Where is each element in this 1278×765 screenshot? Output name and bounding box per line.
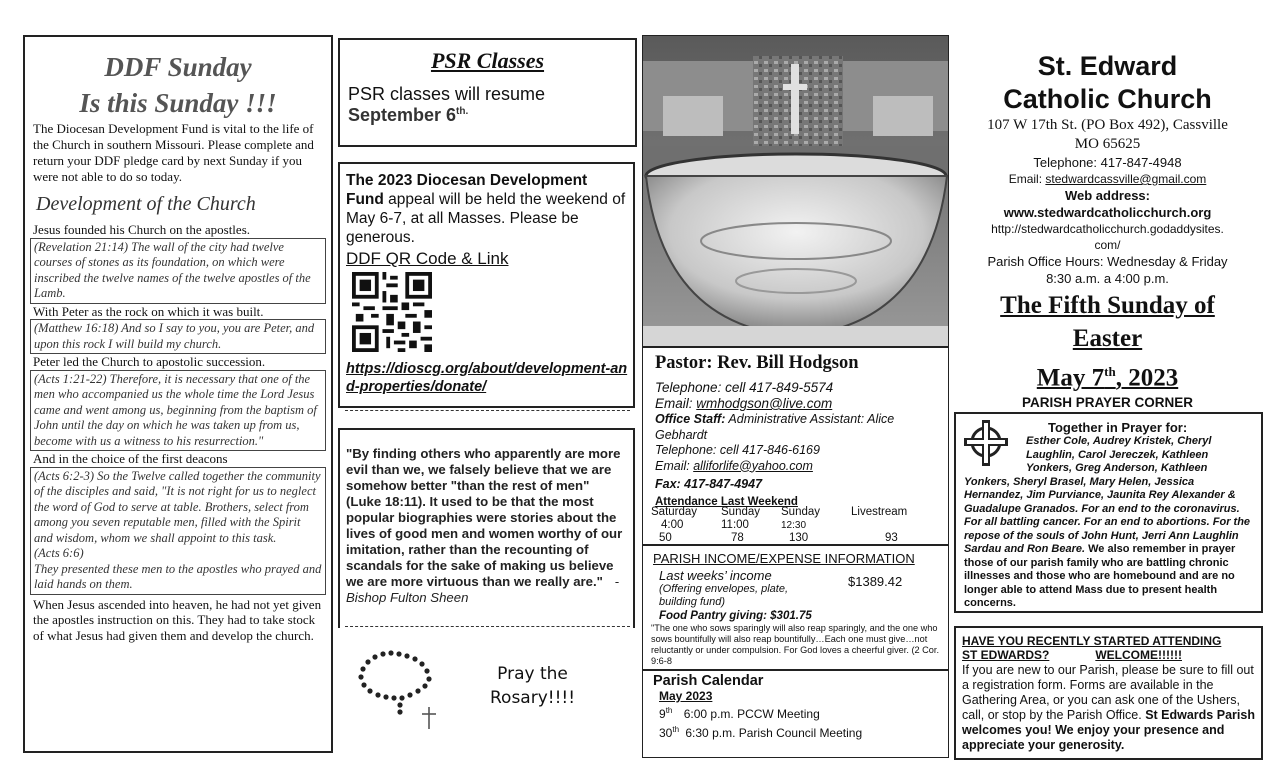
ddf-appeal-rest: appeal will be held the weekend of May 6-7, at all Masses. Please be generous.	[346, 191, 626, 246]
statement-5: When Jesus ascended into heaven, he had not yet given the apostles instruction on this. They had to take stock of what Jesus had given them and develop the church.	[33, 596, 322, 643]
office-staff-row	[655, 412, 948, 443]
church-email-label: Email:	[1008, 172, 1046, 186]
ddf-development-column	[23, 35, 333, 753]
income-title: PARISH INCOME/EXPENSE INFORMATION	[653, 551, 915, 566]
calendar-event	[659, 722, 948, 741]
income-amount: $1389.42	[848, 574, 903, 589]
church-name-line2: Catholic Church	[1003, 84, 1212, 114]
prayer-names-a: Esther Cole, Audrey Kristek, Cheryl Laughlin, Carol Jereczek, Kathleen Yonkers, Greg Anderson, Kathleen	[1026, 435, 1212, 474]
attendance-times-row	[651, 519, 941, 532]
pastor-info-box	[642, 347, 949, 545]
event-day: 9	[659, 707, 666, 721]
att-day: Livestream	[851, 506, 908, 518]
office-staff-name: Administrative Assistant: Alice Gebhardt	[655, 412, 895, 442]
sunday-title-1: The Fifth Sunday of	[1000, 292, 1215, 319]
sunday-date	[955, 355, 1260, 394]
pastor-email-row	[655, 396, 948, 412]
statement-3: Peter led the Church to apostolic succession.	[33, 354, 266, 369]
prayer-title: Together in Prayer for:	[1048, 420, 1188, 435]
office-hours-1: Parish Office Hours: Wednesday & Friday	[987, 254, 1228, 269]
welcome-heading-st: ST EDWARDS?	[962, 648, 1050, 662]
quote-4-part-b: (Acts 6:6)	[34, 546, 84, 560]
giving-verse: "The one who sows sparingly will also reap sparingly, and the one who sows bountifully will also reap bountifully…Each one must give…not reluctantly or under compulsion. For God loves a cheerful giver. (2 Cor. 9:6-8	[651, 623, 940, 666]
statement-2: With Peter as the rock on which it was built.	[33, 303, 264, 319]
calendar-title: Parish Calendar	[653, 673, 764, 689]
welcome-body: If you are new to our Parish, please be sure to fill out a registration form. Forms are available in the Gathering Area, or you can ask one of the Ushers, call, or stop by the Parish Office.	[962, 663, 1254, 722]
staff-email-row	[655, 459, 948, 475]
att-time	[851, 519, 931, 532]
scripture-quote-3: (Acts 1:21-22) Therefore, it is necessary that one of the men who accompanied us the whole time the Lord Jesus came and went among us, beginning from the baptism of John until the day on which he was taken up from us, become with us a witness to his resurrection."	[30, 370, 326, 452]
qr-code-icon[interactable]	[352, 272, 432, 352]
att-count: 50	[659, 532, 672, 544]
church-alt-website-1[interactable]: http://stedwardcatholicchurch.godaddysites.	[991, 222, 1224, 236]
welcome-bold: St Edwards Parish welcomes you! We enjoy your presence and appreciate your generosity.	[962, 708, 1255, 752]
income-sub2: building fund)	[659, 596, 726, 608]
fax-number: Fax: 417-847-4947	[655, 477, 763, 491]
event-day-sup: th	[672, 725, 680, 734]
statement-4: And in the choice of the first deacons	[33, 451, 228, 466]
event-text: 6:00 p.m. PCCW Meeting	[683, 707, 820, 721]
web-address-label: Web address:	[1064, 188, 1150, 203]
rosary-line1: Pray the	[497, 664, 568, 684]
church-address-1: 107 W 17th St. (PO Box 492), Cassville	[987, 117, 1228, 133]
staff-email-link[interactable]: alliforlife@yahoo.com	[693, 458, 813, 473]
scripture-quote-4	[30, 467, 326, 595]
ddf-description: The Diocesan Development Fund is vital to the life of the Church in southern Missouri. Please complete and return your DDF pledge card by next Sunday if you were not able to do so today.	[33, 121, 314, 184]
att-time: 12:30	[781, 520, 807, 531]
rosary-caption	[490, 662, 575, 710]
prayer-names-b: Yonkers, Sheryl Brasel, Mary Helen, Jessica Hernandez, Jim Purviance, Jaunita Rey Alexander & Guadalupe Granados.	[964, 475, 1236, 515]
psr-title: PSR Classes	[430, 48, 545, 73]
rosary-line2: Rosary!!!!	[490, 688, 576, 708]
church-interior-image	[643, 36, 949, 347]
att-day: Sunday	[721, 506, 761, 518]
pastor-telephone: Telephone: cell 417-849-5574	[655, 380, 834, 395]
church-alt-website-2[interactable]: com/	[1094, 238, 1121, 252]
att-time: 11:00	[721, 519, 749, 531]
church-header	[955, 50, 1260, 412]
att-time: 4:00	[661, 519, 684, 531]
celtic-cross-icon	[962, 418, 1010, 468]
income-sub1: (Offering envelopes, plate,	[659, 583, 789, 595]
pastor-email-label: Email:	[655, 396, 697, 411]
pastor-title: Pastor: Rev. Bill Hodgson	[655, 353, 859, 373]
event-day: 30	[659, 726, 673, 740]
rosary-icon	[355, 645, 450, 735]
welcome-heading-welcome: WELCOME!!!!!!	[1095, 648, 1182, 662]
ddf-appeal-bold: The 2023 Diocesan Development Fund	[346, 172, 588, 208]
sunday-date-sup: th	[1104, 364, 1116, 379]
development-heading: Development of the Church	[36, 193, 256, 215]
event-text: 6:30 p.m. Parish Council Meeting	[685, 726, 863, 740]
income-expense-box	[642, 545, 949, 670]
ddf-title-line1: DDF Sunday	[104, 52, 252, 82]
sunday-title-2: Easter	[1072, 325, 1143, 352]
ddf-appeal-box	[338, 162, 635, 408]
last-week-income-label: Last weeks’ income	[659, 568, 772, 583]
prayer-corner-title: PARISH PRAYER CORNER	[1021, 395, 1194, 411]
staff-email-label: Email:	[655, 458, 694, 473]
ddf-title-line2: Is this Sunday !!!	[79, 88, 277, 118]
prayer-body	[964, 476, 1253, 611]
calendar-event	[659, 703, 948, 722]
event-day-sup: th	[665, 706, 673, 715]
statement-1: Jesus founded his Church on the apostles.	[33, 222, 251, 237]
psr-date-sup: th.	[456, 106, 469, 117]
ddf-donate-url[interactable]: https://dioscg.org/about/development-and-properties/donate/	[346, 361, 628, 395]
scripture-quote-1: (Revelation 21:14) The wall of the city had twelve courses of stones as its foundation, on which were inscribed the twelve names of the twelve apostles of the Lamb.	[30, 238, 326, 304]
attendance-table	[651, 506, 941, 545]
sunday-date-b: , 2023	[1115, 364, 1179, 392]
psr-line1: PSR classes will resume	[348, 84, 546, 104]
baptismal-font-photo	[642, 35, 949, 347]
scripture-quote-2: (Matthew 16:18) And so I say to you, you are Peter, and upon this rock I will build my church.	[30, 319, 326, 354]
att-day: Saturday	[651, 506, 698, 518]
sheen-quote-text	[340, 430, 633, 606]
att-count: 93	[885, 532, 898, 544]
food-pantry-giving: Food Pantry giving: $301.75	[659, 610, 812, 622]
church-email-row	[955, 171, 1260, 187]
dashed-divider	[345, 410, 630, 411]
office-staff-label: Office Staff:	[655, 412, 726, 426]
psr-date: September 6	[348, 105, 457, 125]
att-count: 78	[731, 532, 744, 544]
church-name-line1: St. Edward	[1037, 51, 1178, 81]
staff-telephone: Telephone: cell 417-846-6169	[655, 443, 820, 457]
pastor-email-link[interactable]: wmhodgson@live.com	[696, 396, 833, 411]
church-telephone: Telephone: 417-847-4948	[1033, 155, 1182, 170]
sheen-quote-author: -Bishop Fulton Sheen	[346, 574, 619, 605]
church-email-link[interactable]: stedwardcassville@gmail.com	[1045, 172, 1207, 186]
church-address-2: MO 65625	[1074, 136, 1141, 152]
sheen-quote-box	[338, 428, 635, 628]
psr-line2-wrap	[348, 105, 635, 126]
calendar-month: May 2023	[659, 689, 713, 703]
sunday-date-a: May 7	[1036, 364, 1105, 392]
att-count: 130	[789, 532, 809, 544]
attendance-counts-row	[651, 532, 941, 545]
attendance-title: Attendance Last Weekend	[655, 496, 798, 508]
parish-calendar-box	[642, 670, 949, 758]
welcome-heading-1: HAVE YOU RECENTLY STARTED ATTENDING	[962, 634, 1222, 648]
attendance-days-row	[651, 506, 941, 519]
att-day: Sunday	[781, 506, 821, 518]
prayer-remembrance: We also remember in prayer those of our parish family who are battling chronic illnesses and those who are homebound and are no longer able to attend Mass due to present health concerns.	[964, 543, 1236, 609]
church-website[interactable]: www.stedwardcatholicchurch.org	[1003, 205, 1212, 220]
sheen-quote-body: "By finding others who apparently are more evil than we, we falsely believe that we are somehow better "than the rest of men" (Luke 18:11). It used to be that the most popular biographies were stories about the lives of good men and women worthy of our imitation, rather than the recounting of scandals for the sake of making us believe we are more virtuous than we really are."	[346, 446, 623, 589]
quote-4-part-c: They presented these men to the apostles who prayed and laid hands on them.	[34, 561, 322, 591]
ddf-qr-link-label[interactable]: DDF QR Code & Link	[346, 249, 509, 268]
prayer-intentions: For an end to the coronavirus. For all battling cancer. For an end to abortions. For the repose of the souls of John Hunt, Jerri Ann Laughlin Sardau and Ron Beare.	[964, 502, 1251, 555]
quote-4-part-a: (Acts 6:2-3) So the Twelve called together the community of the disciples and said, "It is not right for us to neglect the word of God to serve at table. Brothers, select from among you seven reputable men, filled with the Spirit and wisdom, whom we shall appoint to this task.	[34, 468, 321, 545]
welcome-heading-2	[962, 648, 1261, 662]
prayer-list-box	[954, 412, 1263, 613]
welcome-text	[962, 663, 1255, 753]
welcome-box	[954, 626, 1263, 760]
ddf-appeal-text	[340, 164, 633, 247]
dashed-divider-2	[345, 626, 630, 627]
office-hours-2: 8:30 a.m. a 4:00 p.m.	[1046, 271, 1169, 286]
psr-classes-box	[338, 38, 637, 147]
